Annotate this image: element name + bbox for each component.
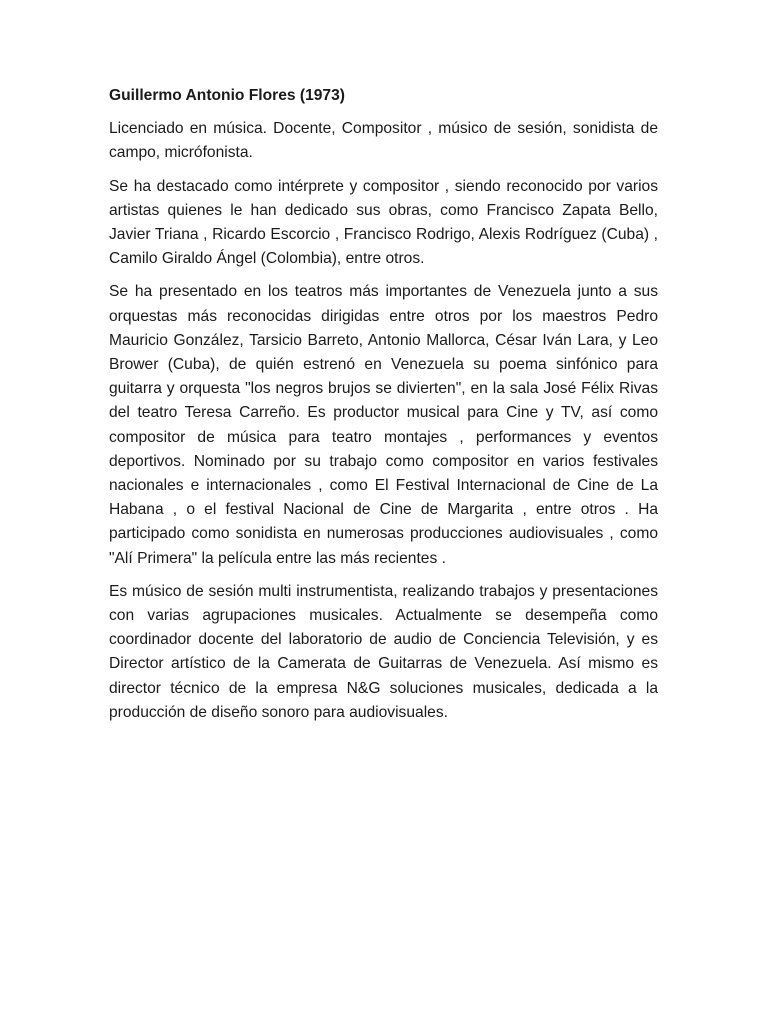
- paragraph-career: Se ha destacado como intérprete y compositor , siendo reconocido por varios artistas quienes le han dedicado sus obras, como Francisco Zapata Bello, Javier Triana , Ricardo Escorcio , Francisco Rodrigo, Alexis Rodríguez (Cuba) , Camilo Giraldo Ángel (Colombia), entre otros.: [109, 177, 658, 268]
- document-page: [109, 84, 658, 734]
- paragraph-intro: Licenciado en música. Docente, Compositor , músico de sesión, sonidista de campo, micrófonista.: [109, 120, 658, 162]
- document-title: Guillermo Antonio Flores (1973): [109, 87, 345, 104]
- paragraph-current-work: Es músico de sesión multi instrumentista, realizando trabajos y presentaciones con varias agrupaciones musicales. Actualmente se desempeña como coordinador docente del laboratorio de audio de Conciencia Televisión, y es Director artístico de la Camerata de Guitarras de Venezuela. Así mismo es director técnico de la empresa N&G soluciones musicales, dedicada a la producción de diseño sonoro para audiovisuales.: [109, 582, 658, 721]
- paragraph-performances: Se ha presentado en los teatros más importantes de Venezuela junto a sus orquestas más reconocidas dirigidas entre otros por los maestros Pedro Mauricio González, Tarsicio Barreto, Antonio Mallorca, César Iván Lara, y Leo Brower (Cuba), de quién estrenó en Venezuela su poema sinfónico para guitarra y orquesta "los negros brujos se divierten", en la sala José Félix Rivas del teatro Teresa Carreño. Es productor musical para Cine y TV, así como compositor de música para teatro montajes , performances y eventos deportivos. Nominado por su trabajo como compositor en varios festivales nacionales e internacionales , como El Festival Internacional de Cine de La Habana , o el festival Nacional de Cine de Margarita , entre otros . Ha participado como sonidista en numerosas producciones audiovisuales , como "Alí Primera" la película entre las más recientes .: [109, 283, 658, 567]
